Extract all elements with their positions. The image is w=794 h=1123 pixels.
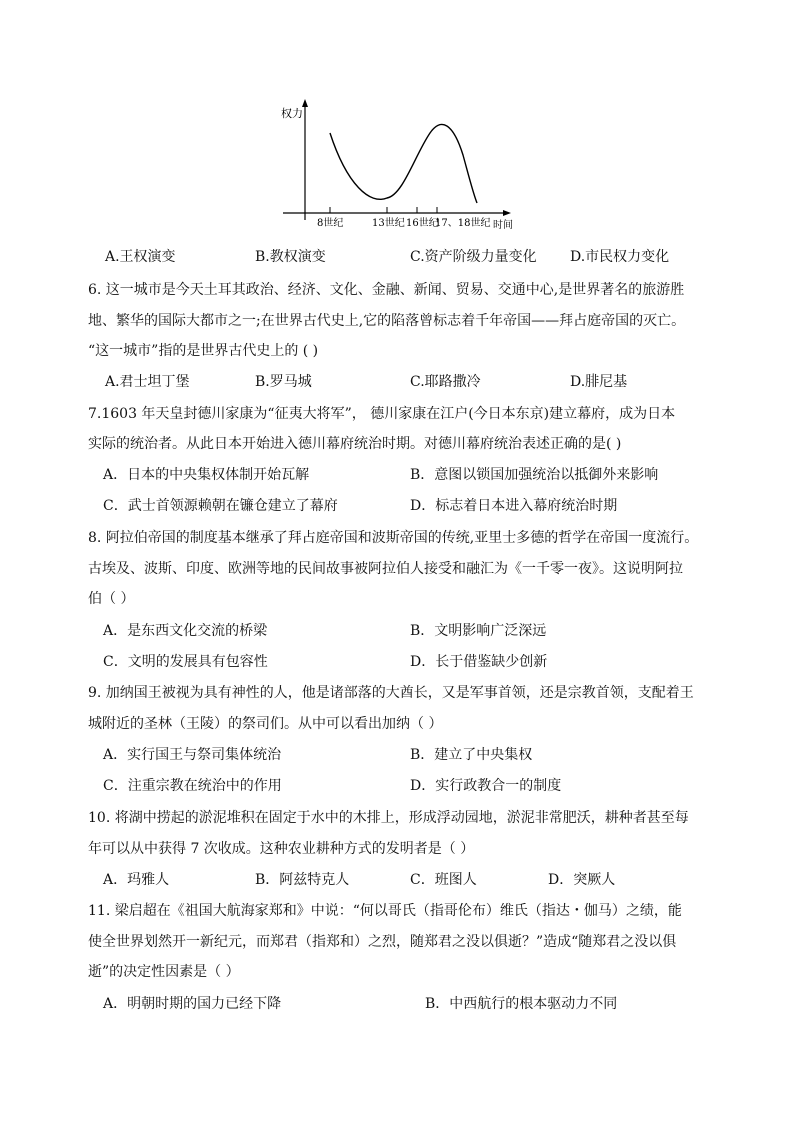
tick-label: 16世纪 bbox=[406, 218, 439, 229]
q7-option-d: D．标志着日本进入幕府统治时期 bbox=[410, 498, 618, 514]
q6-line-2: 地、繁华的国际大都市之一;在世界古代史上,它的陷落曾标志着千年帝国——拜占庭帝国的灭亡。 bbox=[88, 313, 686, 329]
q5-option-c: C.资产阶级力量变化 bbox=[410, 249, 537, 265]
q7-option-b: B．意图以锁国加强统治以抵御外来影响 bbox=[410, 467, 659, 483]
q8-option-c: C．文明的发展具有包容性 bbox=[103, 654, 268, 670]
x-axis-label: 时间 bbox=[493, 220, 513, 231]
q10-line-1: 10. 将湖中捞起的淤泥堆积在固定于水中的木排上，形成浮动园地，淤泥非常肥沃，耕种者甚至每 bbox=[88, 810, 689, 826]
tick-label: 8世纪 bbox=[317, 218, 344, 229]
q8-line-1: 8. 阿拉伯帝国的制度基本继承了拜占庭帝国和波斯帝国的传统,亚里士多德的哲学在帝国一度流行。 bbox=[88, 530, 699, 546]
q5-option-a: A.王权演变 bbox=[105, 249, 176, 265]
tick-label: 13世纪 bbox=[372, 218, 405, 229]
tick-label: 17、18世纪 bbox=[435, 218, 491, 229]
q11-line-2: 使全世界划然开一新纪元，而郑君（指郑和）之烈，随郑君之没以俱逝？”造成“随郑君之没以俱 bbox=[88, 934, 677, 950]
power-curve-svg bbox=[275, 95, 520, 240]
q6-line-1: 6. 这一城市是今天土耳其政治、经济、文化、金融、新闻、贸易、交通中心,是世界著名的旅游胜 bbox=[88, 282, 685, 298]
q6-option-a: A.君士坦丁堡 bbox=[105, 374, 190, 390]
q11-line-3: 逝”的决定性因素是（ ） bbox=[88, 964, 240, 980]
q8-option-a: A．是东西文化交流的桥梁 bbox=[103, 623, 268, 639]
q6-option-d: D.腓尼基 bbox=[570, 374, 628, 390]
q9-option-b: B．建立了中央集权 bbox=[410, 747, 533, 763]
q10-option-a: A．玛雅人 bbox=[103, 872, 170, 888]
q6-option-b: B.罗马城 bbox=[255, 374, 312, 390]
q6-option-c: C.耶路撒冷 bbox=[410, 374, 481, 390]
q11-option-a: A．明朝时期的国力已经下降 bbox=[103, 996, 282, 1012]
q10-option-b: B．阿兹特克人 bbox=[255, 872, 350, 888]
q5-option-b: B.教权演变 bbox=[255, 249, 326, 265]
q11-option-b: B．中西航行的根本驱动力不同 bbox=[425, 996, 618, 1012]
q8-line-2: 古埃及、波斯、印度、欧洲等地的民间故事被阿拉伯人接受和融汇为《一千零一夜》。这说明阿拉 bbox=[88, 561, 683, 577]
q7-option-c: C．武士首领源赖朝在镰仓建立了幕府 bbox=[103, 498, 338, 514]
q8-line-3: 伯（ ） bbox=[88, 591, 135, 607]
y-axis-arrow bbox=[302, 99, 308, 107]
power-curve-figure bbox=[275, 95, 520, 240]
q9-line-1: 9. 加纳国王被视为具有神性的人，他是诸部落的大酋长，又是军事首领，还是宗教首领，支配着王 bbox=[88, 685, 694, 701]
q8-option-b: B．文明影响广泛深远 bbox=[410, 623, 547, 639]
y-axis-label: 权力 bbox=[281, 107, 303, 120]
q9-option-c: C．注重宗教在统治中的作用 bbox=[103, 778, 282, 794]
q6-line-3: “这一城市”指的是世界古代史上的 ( ) bbox=[88, 343, 319, 359]
q9-line-2: 城附近的圣林（王陵）的祭司们。从中可以看出加纳（ ） bbox=[88, 716, 443, 732]
q10-option-c: C．班图人 bbox=[410, 872, 477, 888]
q7-line-1: 7.1603 年天皇封德川家康为“征夷大将军”， 德川家康在江户(今日本东京)建立幕府，成为日本 bbox=[88, 406, 676, 422]
q10-option-d: D．突厥人 bbox=[548, 872, 616, 888]
q11-line-1: 11. 梁启超在《祖国大航海家郑和》中说：“何以哥氏（指哥伦布）维氏（指达・伽马）之绩，能 bbox=[88, 903, 682, 919]
q9-option-a: A．实行国王与祭司集体统治 bbox=[103, 747, 282, 763]
q7-line-2: 实际的统治者。从此日本开始进入德川幕府统治时期。对德川幕府统治表述正确的是( ) bbox=[88, 436, 622, 452]
x-axis-arrow bbox=[503, 210, 511, 216]
q10-line-2: 年可以从中获得 7 次收成。这种农业耕种方式的发明者是（ ） bbox=[88, 841, 475, 857]
q8-option-d: D．长于借鉴缺少创新 bbox=[410, 654, 548, 670]
q9-option-d: D．实行政教合一的制度 bbox=[410, 778, 562, 794]
q5-option-d: D.市民权力变化 bbox=[570, 249, 670, 265]
power-curve bbox=[330, 124, 477, 203]
q7-option-a: A．日本的中央集权体制开始瓦解 bbox=[103, 467, 310, 483]
